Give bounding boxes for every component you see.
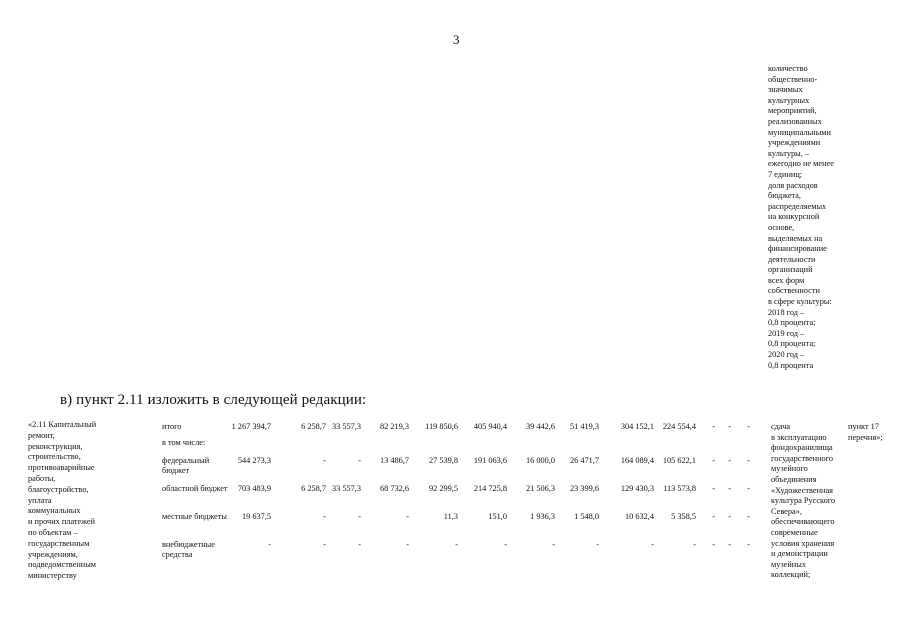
- table-cell: -: [406, 540, 409, 549]
- item-line: ремонт,: [28, 430, 55, 440]
- indicator-line: организаций: [768, 265, 813, 275]
- indicator-line: доля расходов: [768, 180, 818, 190]
- table-cell: -: [712, 540, 715, 549]
- indicator-line: основе,: [768, 222, 795, 232]
- table-cell: 26 471,7: [569, 456, 599, 465]
- item-description: [28, 420, 148, 582]
- item-line: «2.11 Капитальный: [28, 420, 97, 429]
- table-cell: 405 940,4: [473, 422, 507, 431]
- reference-line: пункт 17: [848, 422, 879, 431]
- table-cell: 10 632,4: [624, 512, 654, 521]
- table-cell: -: [712, 422, 715, 431]
- item-line: министерству: [28, 571, 77, 581]
- result-line: в эксплуатацию: [771, 432, 827, 442]
- row-label: в том числе:: [162, 438, 206, 447]
- table-cell: 13 486,7: [379, 456, 409, 465]
- page-number: 3: [453, 32, 460, 47]
- item-line: и прочих платежей: [28, 517, 95, 527]
- table-cell: 703 483,9: [237, 484, 271, 493]
- item-line: учреждениям,: [28, 549, 78, 559]
- indicator-text: [768, 64, 848, 371]
- indicator-line: значимых: [768, 85, 803, 95]
- table-cell: 16 000,0: [525, 456, 555, 465]
- item-line: строительство,: [28, 452, 81, 462]
- result-line: музейных: [771, 559, 806, 569]
- table-cell: 33 557,3: [331, 422, 361, 431]
- table-cell: 39 442,6: [525, 422, 555, 431]
- table-cell: -: [651, 540, 654, 549]
- table-cell: -: [728, 422, 731, 431]
- table-cell: 151,0: [488, 512, 507, 521]
- table-cell: 51 419,3: [569, 422, 599, 431]
- indicator-line: выделяемых на: [768, 233, 823, 243]
- table-cell: 1 936,3: [530, 512, 555, 521]
- item-line: противоаварийные: [28, 463, 95, 473]
- list-reference: [848, 422, 883, 443]
- indicator-line: деятельности: [768, 254, 816, 264]
- table-cell: -: [728, 484, 731, 493]
- table-cell: 27 539,8: [428, 456, 458, 465]
- item-line: уплата: [28, 495, 52, 505]
- indicator-line: реализованных: [768, 116, 822, 126]
- table-cell: 92 299,5: [428, 484, 458, 493]
- table-cell: 304 152,1: [620, 422, 654, 431]
- expected-result-text: [771, 422, 846, 581]
- indicator-line: количество: [768, 64, 808, 73]
- table-cell: 19 637,5: [241, 512, 271, 521]
- table-cell: -: [712, 512, 715, 521]
- table-cell: -: [728, 456, 731, 465]
- indicator-line: на конкурсной: [768, 212, 820, 222]
- indicator-line: финансирование: [768, 244, 827, 254]
- indicator-line: учреждениями: [768, 138, 821, 148]
- table-cell: -: [712, 484, 715, 493]
- row-label: федеральный бюджет: [162, 456, 210, 476]
- indicator-line: собственности: [768, 286, 820, 296]
- table-cell: -: [268, 540, 271, 549]
- row-label: областной бюджет: [162, 484, 228, 493]
- table-cell: -: [323, 512, 326, 521]
- table-cell: -: [323, 456, 326, 465]
- item-line: работы,: [28, 473, 56, 483]
- table-cell: 214 725,8: [473, 484, 507, 493]
- table-cell: 164 089,4: [620, 456, 654, 465]
- indicator-line: общественно-: [768, 74, 818, 84]
- result-line: музейного: [771, 464, 808, 474]
- result-line: обеспечивающего: [771, 517, 835, 527]
- indicator-line: 7 единиц;: [768, 169, 803, 179]
- table-cell: -: [747, 540, 750, 549]
- table-cell: 5 358,5: [671, 512, 696, 521]
- table-cell: -: [693, 540, 696, 549]
- table-cell: 11,3: [443, 512, 458, 521]
- row-label: внебюджетные средства: [162, 540, 215, 560]
- table-cell: 129 430,3: [620, 484, 654, 493]
- item-line: реконструкция,: [28, 441, 83, 451]
- table-cell: 1 267 394,7: [231, 422, 271, 431]
- table-cell: -: [747, 512, 750, 521]
- item-line: коммунальных: [28, 506, 81, 516]
- table-cell: -: [728, 540, 731, 549]
- table-cell: -: [406, 512, 409, 521]
- table-cell: -: [358, 456, 361, 465]
- result-line: культура Русского: [771, 496, 836, 506]
- result-line: коллекций;: [771, 570, 811, 580]
- table-cell: 68 732,6: [379, 484, 409, 493]
- indicator-line: культуры, –: [768, 148, 809, 158]
- table-cell: -: [712, 456, 715, 465]
- result-line: государственного: [771, 453, 834, 463]
- result-line: фондохранилища: [771, 443, 833, 453]
- result-line: современные: [771, 527, 818, 537]
- table-cell: 21 506,3: [525, 484, 555, 493]
- table-cell: 1 548,0: [574, 512, 599, 521]
- indicator-line: всех форм: [768, 275, 805, 285]
- table-cell: -: [552, 540, 555, 549]
- table-cell: 6 258,7: [301, 422, 326, 431]
- instruction-heading: в) пункт 2.11 изложить в следующей редакции:: [60, 392, 367, 408]
- indicator-line: распределяемых: [768, 201, 827, 211]
- item-line: подведомственным: [28, 560, 97, 570]
- table-cell: -: [455, 540, 458, 549]
- indicator-line: мероприятий,: [768, 106, 817, 116]
- table-cell: 33 557,3: [331, 484, 361, 493]
- table-cell: -: [358, 512, 361, 521]
- indicator-line: 2019 год –: [768, 328, 805, 338]
- table-cell: 113 573,8: [663, 484, 696, 493]
- indicator-line: 0,8 процента: [768, 360, 814, 370]
- result-line: и демонстрации: [771, 549, 828, 559]
- row-label: местные бюджеты: [162, 512, 227, 521]
- indicator-line: в сфере культуры:: [768, 297, 832, 307]
- table-cell: 23 399,6: [569, 484, 599, 493]
- indicator-line: муниципальными: [768, 127, 831, 137]
- table-cell: 119 850,6: [425, 422, 458, 431]
- indicator-line: бюджета,: [768, 191, 802, 201]
- table-cell: -: [596, 540, 599, 549]
- row-label: итого: [162, 422, 182, 431]
- indicator-line: 2020 год –: [768, 350, 805, 360]
- indicator-line: 2018 год –: [768, 307, 805, 317]
- table-cell: -: [504, 540, 507, 549]
- table-cell: 82 219,3: [379, 422, 409, 431]
- result-line: «Художественная: [771, 485, 833, 495]
- table-cell: -: [747, 422, 750, 431]
- table-cell: -: [323, 540, 326, 549]
- item-line: государственным: [28, 538, 90, 548]
- item-line: благоустройство,: [28, 484, 89, 494]
- table-cell: 6 258,7: [301, 484, 326, 493]
- table-cell: 105 622,1: [662, 456, 696, 465]
- result-line: Севера»,: [771, 506, 802, 516]
- result-line: сдача: [771, 422, 791, 431]
- table-cell: 544 273,3: [237, 456, 271, 465]
- indicator-line: 0,8 процента;: [768, 339, 816, 349]
- indicator-line: культурных: [768, 95, 810, 105]
- item-line: по объектам –: [28, 527, 78, 537]
- table-cell: -: [747, 484, 750, 493]
- result-line: условия хранения: [771, 538, 835, 548]
- table-cell: 224 554,4: [662, 422, 696, 431]
- result-line: объединения: [771, 474, 817, 484]
- indicator-line: 0,8 процента;: [768, 318, 816, 328]
- table-cell: -: [728, 512, 731, 521]
- table-cell: 191 063,6: [473, 456, 507, 465]
- indicator-line: ежегодно не менее: [768, 159, 834, 169]
- table-cell: -: [747, 456, 750, 465]
- table-cell: -: [358, 540, 361, 549]
- reference-line: перечня»;: [848, 432, 883, 442]
